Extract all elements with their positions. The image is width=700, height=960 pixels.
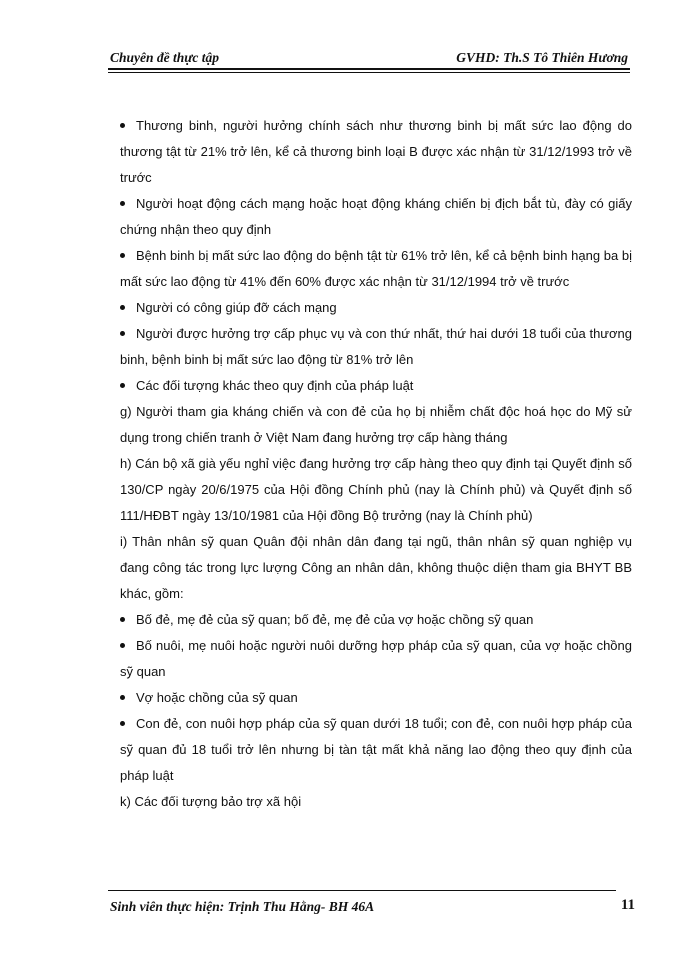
bullet-icon (120, 643, 125, 648)
paragraph-g: g) Người tham gia kháng chiến và con đẻ của họ bị nhiễm chất độc hoá học do Mỹ sử dụng trong chiến tranh ở Việt Nam đang hưởng trợ cấp hàng tháng (120, 404, 632, 445)
header-advisor: GVHD: Th.S Tô Thiên Hương (456, 50, 628, 65)
footer-rule (108, 890, 616, 891)
bullet-icon (120, 253, 125, 258)
page-header (108, 46, 630, 68)
bullet-icon (120, 383, 125, 388)
bullet-icon (120, 331, 125, 336)
bullet-icon (120, 123, 125, 128)
bullet-item: Bố nuôi, mẹ nuôi hoặc người nuôi dưỡng hợp pháp của sỹ quan, của vợ hoặc chồng sỹ quan (120, 638, 632, 679)
bullet-item: Bệnh binh bị mất sức lao động do bệnh tật từ 61% trở lên, kể cả bệnh binh hạng ba bị mất sức lao động từ 41% đến 60% được xác nhận từ 31/12/1994 trở về trước (120, 248, 632, 289)
bullet-item: Các đối tượng khác theo quy định của pháp luật (108, 373, 632, 399)
page-number: 11 (620, 897, 635, 913)
bullet-item: Người có công giúp đỡ cách mạng (108, 295, 632, 321)
page-footer (108, 890, 635, 920)
header-topic: Chuyên đề thực tập (110, 50, 219, 65)
paragraph-k: k) Các đối tượng bảo trợ xã hội (120, 794, 302, 809)
header-rule (108, 68, 630, 70)
paragraph-i: i) Thân nhân sỹ quan Quân đội nhân dân đang tại ngũ, thân nhân sỹ quan nghiệp vụ đang công tác trong lực lượng Công an nhân dân, không thuộc diện tham gia BHYT BB khác, gồm: (120, 534, 632, 601)
bullet-icon (120, 305, 125, 310)
bullet-icon (120, 201, 125, 206)
document-body (108, 113, 632, 815)
bullet-item: Vợ hoặc chồng của sỹ quan (108, 685, 632, 711)
bullet-icon (120, 695, 125, 700)
bullet-item: Người được hưởng trợ cấp phục vụ và con thứ nhất, thứ hai dưới 18 tuổi của thương binh, bệnh binh bị mất sức lao động từ 81% trở lên (120, 326, 632, 367)
bullet-item: Thương binh, người hưởng chính sách như thương binh bị mất sức lao động do thương tật từ 21% trở lên, kể cả thương binh loại B được xác nhận từ 31/12/1993 trở về trước (120, 118, 632, 185)
footer-student: Sinh viên thực hiện: Trịnh Thu Hằng- BH 46A (110, 899, 375, 914)
bullet-icon (120, 721, 125, 726)
bullet-item: Bố đẻ, mẹ đẻ của sỹ quan; bố đẻ, mẹ đẻ của vợ hoặc chồng sỹ quan (108, 607, 632, 633)
paragraph-h: h) Cán bộ xã già yếu nghỉ việc đang hưởng trợ cấp hàng theo quy định tại Quyết định số 130/CP ngày 20/6/1975 của Hội đồng Chính phủ (nay là Chính phủ) và Quyết định số 111/HĐBT ngày 13/10/1981 của Hội đồng Bộ trưởng (nay là Chính phủ) (120, 456, 632, 523)
header-rule-thin (108, 72, 630, 73)
bullet-item: Người hoạt động cách mạng hoặc hoạt động kháng chiến bị địch bắt tù, đày có giấy chứng nhận theo quy định (120, 196, 632, 237)
bullet-icon (120, 617, 125, 622)
bullet-item: Con đẻ, con nuôi hợp pháp của sỹ quan dưới 18 tuổi; con đẻ, con nuôi hợp pháp của sỹ quan đủ 18 tuổi trở lên nhưng bị tàn tật mất khả năng lao động theo quy định của pháp luật (120, 716, 632, 783)
